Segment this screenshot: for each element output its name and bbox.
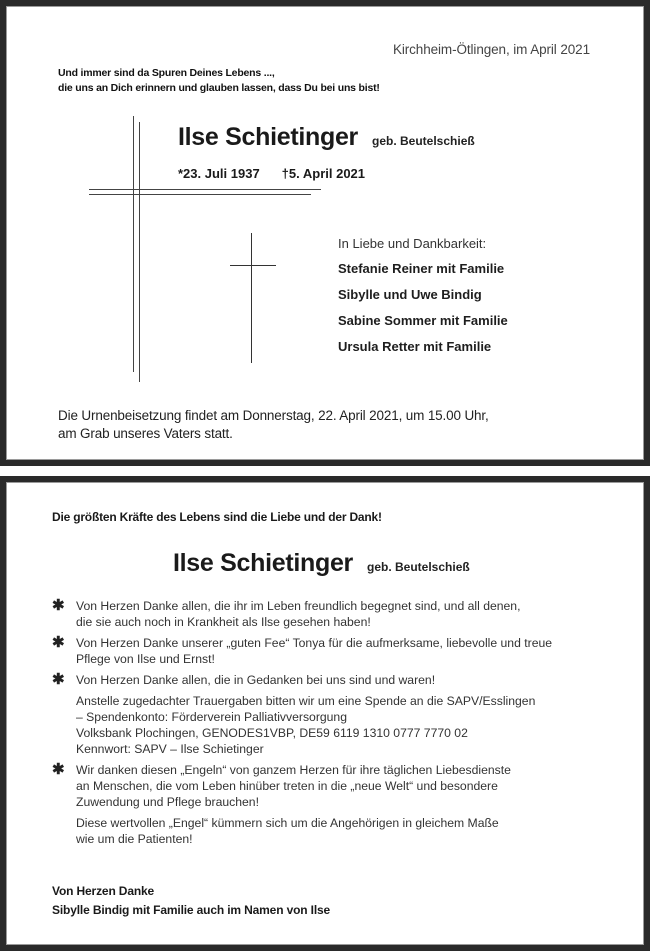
thank-you-headline: Die größten Kräfte des Lebens sind die Liebe und der Dank! bbox=[52, 510, 382, 524]
motto-line: Und immer sind da Spuren Deines Lebens ..., bbox=[58, 67, 275, 79]
thanks-text: Von Herzen Danke unserer „guten Fee“ Tonya für die aufmerksame, liebevolle und treue Pflege von Ilse und Ernst! bbox=[76, 636, 553, 666]
thanks-text: Wir danken diesen „Engeln“ von ganzem Herzen für ihre täglichen Liebesdienste an Menschen, die vom Leben hinüber treten in die „neue Welt“ und besondere Zuwendung und Pflege brauchen! bbox=[76, 763, 511, 809]
donation-info bbox=[52, 693, 592, 757]
asterisk-bullet-icon: ✱ bbox=[52, 761, 65, 778]
place-date: Kirchheim-Ötlingen, im April 2021 bbox=[392, 42, 590, 57]
thanks-list bbox=[52, 598, 592, 852]
deceased-header bbox=[178, 123, 475, 152]
thanks-item bbox=[52, 635, 592, 667]
obituary-notice bbox=[0, 0, 650, 466]
mourner-item: Sibylle und Uwe Bindig bbox=[338, 287, 482, 302]
thanks-text: Von Herzen Danke allen, die in Gedanken bei uns sind und waren! bbox=[76, 673, 436, 687]
motto-line: die uns an Dich erinnern und glauben lassen, dass Du bei uns bist! bbox=[58, 82, 380, 94]
mourner-item: Sabine Sommer mit Familie bbox=[338, 313, 508, 328]
burial-line: Die Urnenbeisetzung findet am Donnerstag, 22. April 2021, um 15.00 Uhr, bbox=[58, 408, 489, 423]
maiden-name: geb. Beutelschieß bbox=[372, 134, 475, 148]
donation-text: Anstelle zugedachter Trauergaben bitten wir um eine Spende an die SAPV/Esslingen – Spendenkonto: Förderverein Palliativversorgung Volksbank Plochingen, GENODES1VBP, DE59 6119 1310 0777 7770 02 Kennwort: SAPV – Ilse Schietinger bbox=[76, 694, 536, 756]
thanks-text: Von Herzen Danke allen, die ihr im Leben freundlich begegnet sind, und all denen, die sie auch noch in Krankheit als Ilse gesehen haben! bbox=[76, 599, 521, 629]
closing-line: Von Herzen Danke bbox=[52, 884, 155, 898]
maiden-name: geb. Beutelschieß bbox=[367, 560, 470, 574]
closing-signature bbox=[52, 882, 330, 920]
thanks-note-text: Diese wertvollen „Engel“ kümmern sich um die Angehörigen in gleichem Maße wie um die Patienten! bbox=[76, 816, 499, 846]
death-date: †5. April 2021 bbox=[281, 166, 366, 181]
mourners-intro: In Liebe und Dankbarkeit: bbox=[338, 236, 487, 251]
mourner-item: Ursula Retter mit Familie bbox=[338, 339, 492, 354]
asterisk-bullet-icon: ✱ bbox=[52, 597, 65, 614]
closing-line: Sibylle Bindig mit Familie auch im Namen von Ilse bbox=[52, 903, 331, 917]
thanks-item bbox=[52, 762, 592, 810]
burial-line: am Grab unseres Vaters statt. bbox=[58, 426, 233, 441]
deceased-header-2 bbox=[173, 549, 470, 578]
birth-date: *23. Juli 1937 bbox=[178, 166, 260, 181]
deceased-name: Ilse Schietinger bbox=[178, 123, 358, 151]
asterisk-bullet-icon: ✱ bbox=[52, 671, 65, 688]
mourners-list bbox=[338, 236, 508, 364]
thanks-item bbox=[52, 672, 592, 688]
thanks-note bbox=[52, 815, 592, 847]
mourner-item: Stefanie Reiner mit Familie bbox=[338, 261, 505, 276]
deceased-name: Ilse Schietinger bbox=[173, 549, 353, 577]
motto-verse bbox=[58, 66, 380, 96]
burial-info bbox=[58, 407, 489, 443]
thanks-item bbox=[52, 598, 592, 630]
life-dates bbox=[178, 166, 365, 181]
asterisk-bullet-icon: ✱ bbox=[52, 634, 65, 651]
